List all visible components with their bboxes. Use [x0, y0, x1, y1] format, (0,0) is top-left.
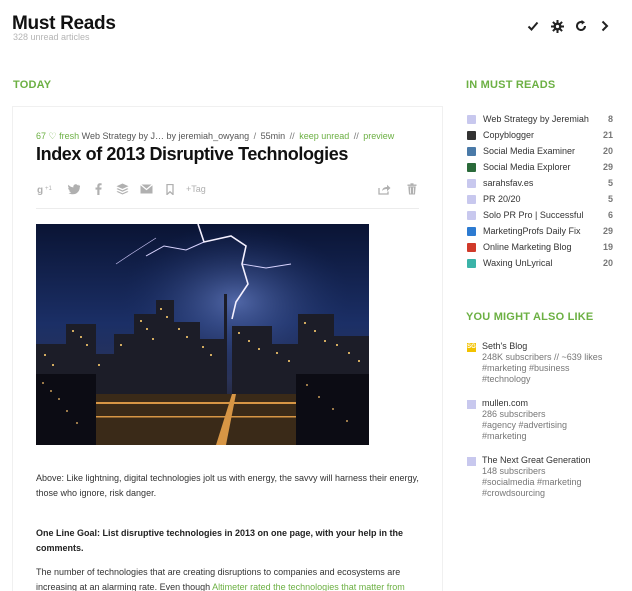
feed-item[interactable]	[467, 111, 613, 127]
article-paragraph	[36, 565, 428, 591]
google-plus-button[interactable]	[36, 181, 58, 197]
google-plus-icon	[37, 183, 57, 195]
suggestion-item[interactable]	[467, 455, 617, 499]
buffer-layers-icon	[116, 183, 129, 195]
refresh-button[interactable]	[574, 19, 588, 33]
article-toolbar-right	[376, 181, 420, 197]
suggestion-tags: #marketing #business	[482, 363, 570, 373]
mark-all-read-button[interactable]	[526, 19, 540, 33]
suggestion-tags: #technology	[482, 374, 531, 384]
feed-favicon-icon	[467, 147, 476, 156]
feed-favicon-icon	[467, 179, 476, 188]
save-later-button[interactable]	[162, 181, 178, 197]
article-age: 55min	[260, 131, 286, 141]
feed-name: Copyblogger	[483, 130, 535, 140]
unread-count: 328 unread articles	[13, 32, 90, 42]
feed-item[interactable]	[467, 143, 613, 159]
feed-favicon-icon	[467, 259, 476, 268]
delete-button[interactable]	[404, 181, 420, 197]
feed-list	[467, 111, 613, 271]
facebook-icon	[95, 183, 102, 195]
section-you-might-also-like: YOU MIGHT ALSO LIKE	[466, 311, 594, 323]
article-goal-bold: One Line Goal: List disruptive technologies in 2013 on one page, with your help in the comments.	[36, 528, 404, 553]
feed-favicon-icon	[467, 115, 476, 124]
suggestion-item[interactable]	[467, 398, 617, 442]
fresh-label: fresh	[59, 131, 80, 141]
feed-unread-count: 19	[602, 242, 613, 252]
article-title[interactable]: Index of 2013 Disruptive Technologies	[36, 144, 348, 164]
feed-item[interactable]	[467, 191, 613, 207]
trash-icon	[407, 183, 417, 195]
article-byline: by jeremiah_owyang	[166, 131, 250, 141]
suggestion-tags: #crowdsourcing	[482, 488, 546, 498]
suggestion-list	[467, 341, 617, 512]
feed-unread-count: 8	[607, 114, 613, 124]
suggestion-item[interactable]	[467, 341, 617, 385]
keep-unread-link[interactable]: keep unread	[299, 131, 350, 141]
article-goal	[36, 526, 428, 556]
feed-item[interactable]	[467, 223, 613, 239]
feed-item[interactable]	[467, 239, 613, 255]
share-icon	[378, 184, 391, 195]
settings-button[interactable]	[550, 19, 564, 33]
meta-slash: /	[253, 131, 257, 141]
feed-unread-count: 20	[602, 258, 613, 268]
chevron-right-icon	[600, 20, 610, 32]
feed-unread-count: 29	[602, 226, 613, 236]
altimeter-link[interactable]: Altimeter rated the technologies that matter from	[212, 582, 405, 591]
heart-icon: ♡	[48, 131, 57, 141]
feed-favicon-icon	[467, 131, 476, 140]
feed-favicon-icon	[467, 211, 476, 220]
feed-unread-count: 5	[607, 194, 613, 204]
checkmark-icon	[527, 20, 539, 32]
feed-name: Solo PR Pro | Successful	[483, 210, 584, 220]
next-button[interactable]	[598, 19, 612, 33]
header-actions	[526, 19, 612, 33]
feed-unread-count: 29	[602, 162, 613, 172]
feed-favicon-icon	[467, 227, 476, 236]
twitter-button[interactable]	[66, 181, 82, 197]
gear-icon	[551, 20, 564, 33]
suggestion-favicon-icon	[467, 400, 476, 409]
envelope-icon	[140, 184, 153, 194]
feed-item[interactable]	[467, 175, 613, 191]
add-tag-button[interactable]: +Tag	[186, 184, 206, 194]
article-image[interactable]	[36, 224, 369, 445]
feed-unread-count: 20	[602, 146, 613, 156]
feed-item[interactable]	[467, 159, 613, 175]
feed-name: Social Media Explorer	[483, 162, 571, 172]
feed-name: MarketingProfs Daily Fix	[483, 226, 581, 236]
section-in-must-reads: IN MUST READS	[466, 79, 556, 91]
suggestion-title: Seth's Blog	[482, 341, 528, 351]
twitter-icon	[68, 184, 80, 195]
feed-name: Waxing UnLyrical	[483, 258, 553, 268]
feed-favicon-icon	[467, 163, 476, 172]
preview-link[interactable]: preview	[363, 131, 395, 141]
lightning-city-photo	[36, 224, 369, 445]
feed-item[interactable]	[467, 255, 613, 271]
feed-unread-count: 21	[602, 130, 613, 140]
feed-name: sarahsfav.es	[483, 178, 534, 188]
suggestion-tags: #agency #advertising	[482, 420, 568, 430]
suggestion-tags: #marketing	[482, 431, 527, 441]
refresh-icon	[575, 20, 587, 32]
buffer-button[interactable]	[114, 181, 130, 197]
feed-favicon-icon	[467, 195, 476, 204]
email-button[interactable]	[138, 181, 154, 197]
page-title: Must Reads	[12, 13, 116, 34]
article-meta	[36, 131, 394, 142]
meta-separator: //	[289, 131, 295, 141]
feed-item[interactable]	[467, 207, 613, 223]
feed-favicon-icon	[467, 243, 476, 252]
suggestion-favicon-icon	[467, 457, 476, 466]
suggestion-favicon-icon: SG	[467, 344, 476, 350]
feed-name: Social Media Examiner	[483, 146, 576, 156]
svg-text:g: g	[37, 185, 44, 195]
suggestion-stats: 248K subscribers // ~639 likes	[482, 352, 603, 362]
article-paragraph: Above: Like lightning, digital technologies jolt us with energy, the savvy will harness their energy, those who ignore, risk danger.	[36, 473, 419, 498]
feed-name: PR 20/20	[483, 194, 521, 204]
toolbar-divider	[36, 208, 419, 209]
feed-name: Online Marketing Blog	[483, 242, 572, 252]
feed-unread-count: 6	[607, 210, 613, 220]
feed-name: Web Strategy by Jeremiah	[483, 114, 589, 124]
section-today: TODAY	[13, 79, 52, 91]
facebook-button[interactable]	[90, 181, 106, 197]
feed-item[interactable]	[467, 127, 613, 143]
article-toolbar	[36, 181, 206, 197]
suggestion-stats: 286 subscribers	[482, 409, 546, 419]
suggestion-tags: #socialmedia #marketing	[482, 477, 582, 487]
suggestion-stats: 148 subscribers	[482, 466, 546, 476]
bookmark-icon	[166, 184, 174, 195]
meta-separator: //	[353, 131, 359, 141]
share-button[interactable]	[376, 181, 392, 197]
article-source[interactable]: Web Strategy by J…	[81, 131, 165, 141]
suggestion-title: mullen.com	[482, 398, 529, 408]
article-paragraph-text: The number of technologies that are creating disruptions to companies and ecosystems are increasing at an alarming rate. Even though	[36, 567, 401, 591]
fresh-count: 67	[36, 131, 47, 141]
suggestion-title: The Next Great Generation	[482, 455, 591, 465]
gplus-count: +1	[45, 186, 52, 192]
feed-unread-count: 5	[607, 178, 613, 188]
